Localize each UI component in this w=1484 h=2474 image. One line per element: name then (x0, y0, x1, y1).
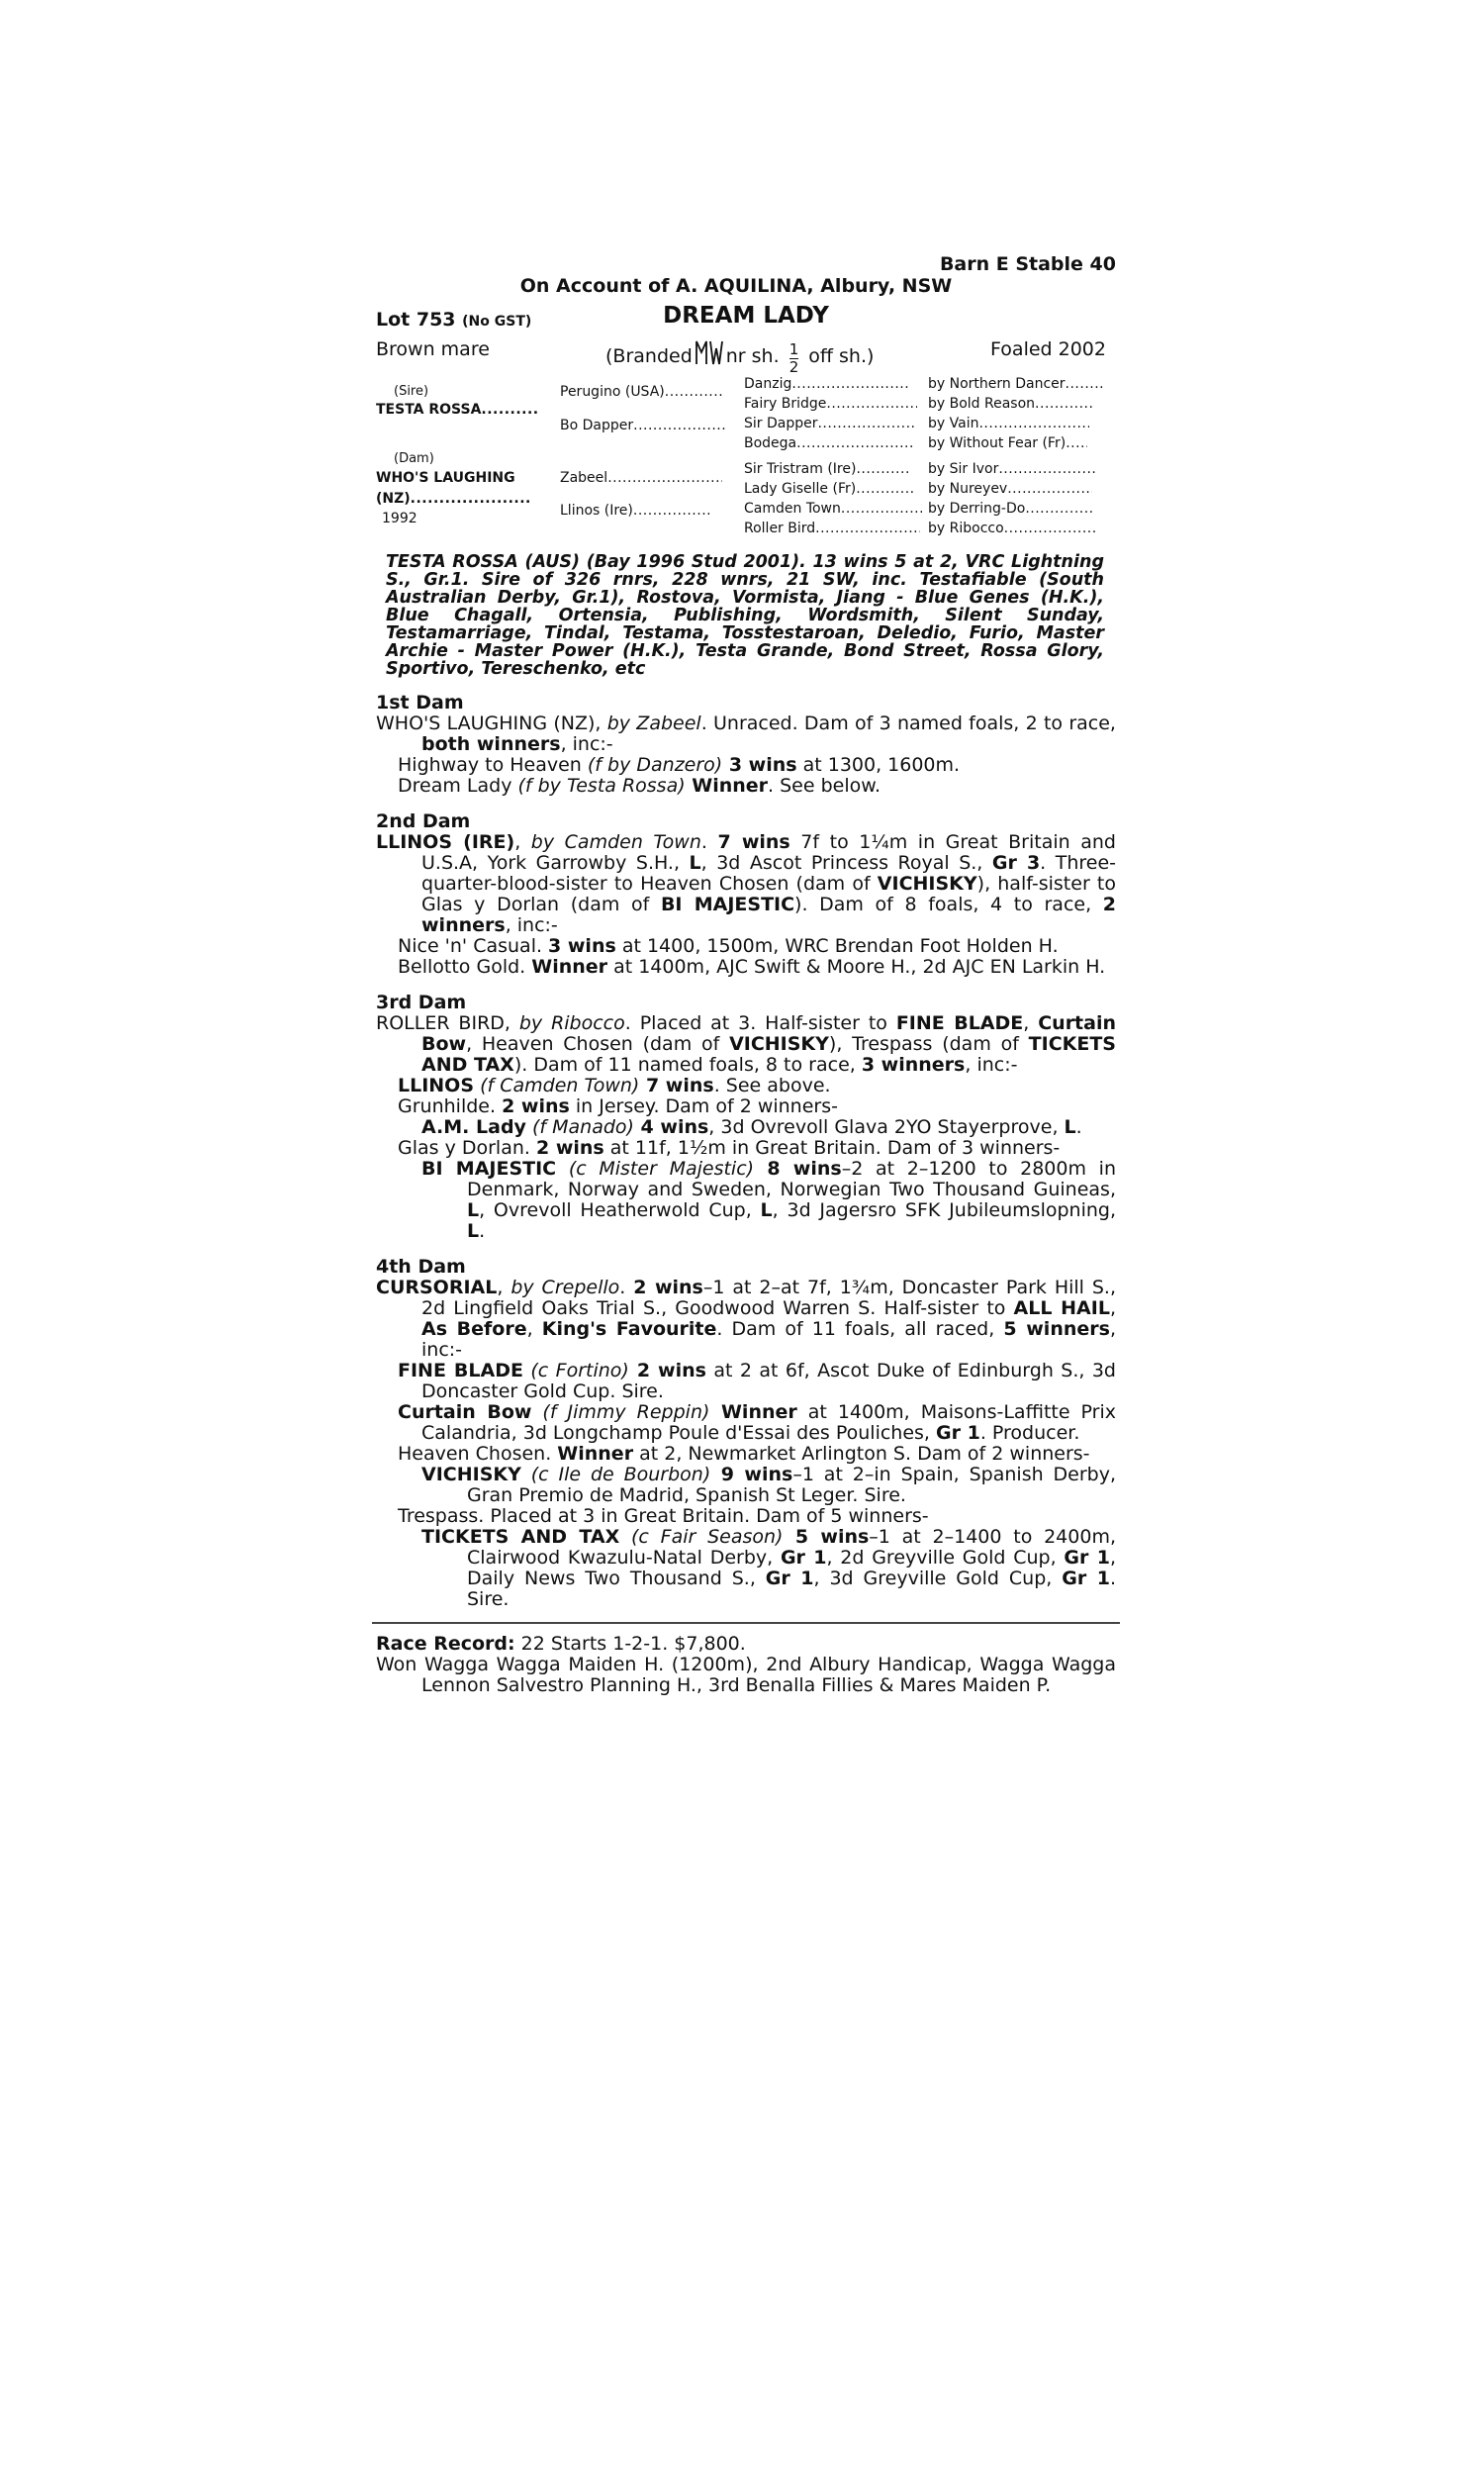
progeny-glas-y-dorlan: Glas y Dorlan. 2 wins at 11f, 1½m in Great Britain. Dam of 3 winners- (398, 1137, 1061, 1159)
second-dam-entry: LLINOS (IRE), by Camden Town. 7 wins 7f to 1¼m in Great Britain and U.S.A, York Garrowby S.H., L, 3d Ascot Princess Royal S., Gr 3. Three-quarter-blood-sister to Heaven Chosen (dam of VICHISKY), half-sister to Glas y Dorlan (dam of BI MAJESTIC). Dam of 8 foals, 4 to race, 2 winners, inc:- (376, 831, 1117, 936)
gen2-6: Lady Giselle (Fr)..... (744, 481, 915, 497)
race-record: Race Record: 22 Starts 1-2-1. $7,800. (376, 1633, 746, 1655)
gen3-4: by Without Fear (Fr)..... (928, 435, 1087, 451)
dam-label: (Dam) (394, 451, 434, 466)
gen2-5: Sir Tristram (Ire)..... (744, 461, 911, 477)
progeny-grunhilde: Grunhilde. 2 wins in Jersey. Dam of 2 winners- (398, 1095, 838, 1117)
gen3-7: by Derring-Do..... (928, 501, 1094, 517)
lot-number: Lot 753 (No GST) (376, 309, 532, 331)
progeny-highway-to-heaven: Highway to Heaven (f by Danzero) 3 wins at 1300, 1600m. (398, 754, 961, 776)
fourth-dam-entry: CURSORIAL, by Crepello. 2 wins–1 at 2–at 7f, 1¾m, Doncaster Park Hill S., 2d Lingfield Oaks Trial S., Goodwood Warren S. Half-sister to ALL HAIL, As Before, King's Favourite. Dam of 11 foals, all raced, 5 winners, inc:- (376, 1277, 1116, 1361)
brand-fraction: $\frac{1}{2}$ (788, 340, 799, 376)
gen2-1: Danzig..... (744, 376, 910, 392)
dam-foaled-year: 1992 (382, 511, 417, 526)
section-divider (372, 1622, 1120, 1624)
dam-name: WHO'S LAUGHING (376, 470, 515, 486)
gen3-5: by Sir Ivor..... (928, 461, 1095, 477)
no-gst-note: (No GST) (462, 314, 532, 330)
lot-row (376, 303, 1116, 331)
gen2-8: Roller Bird..... (744, 521, 920, 536)
third-dam-section (376, 992, 1116, 1242)
first-dam-section (376, 692, 1116, 797)
progeny-nice-n-casual: Nice 'n' Casual. 3 wins at 1400, 1500m, WRC Brendan Foot Holden H. (398, 935, 1059, 957)
progeny-trespass: Trespass. Placed at 3 in Great Britain. Dam of 5 winners- (398, 1505, 929, 1527)
grandsire-2: Bo Dapper..... (560, 418, 726, 433)
progeny-tickets-and-tax: TICKETS AND TAX (c Fair Season) 5 wins–1 at 2–1400 to 2400m, Clairwood Kwazulu-Natal Derby, Gr 1, 2d Greyville Gold Cup, Gr 1, Daily News Two Thousand S., Gr 1, 3d Greyville Gold Cup, Gr 1. Sire. (421, 1526, 1116, 1610)
sire-name: TESTA ROSSA..... (376, 402, 538, 418)
gen3-1: by Northern Dancer..... (928, 376, 1105, 392)
barn-stable: Barn E Stable 40 (939, 253, 1116, 275)
horse-info-row (376, 331, 1116, 376)
third-dam-entry: ROLLER BIRD, by Ribocco. Placed at 3. Half-sister to FINE BLADE, Curtain Bow, Heaven Chosen (dam of VICHISKY), Trespass (dam of TICKETS AND TAX). Dam of 11 named foals, 8 to race, 3 winners, inc:- (376, 1012, 1117, 1076)
progeny-curtain-bow: Curtain Bow (f Jimmy Reppin) Winner at 1400m, Maisons-Laffitte Prix Calandria, 3d Longchamp Poule d'Essai des Pouliches, Gr 1. Producer. (398, 1401, 1116, 1444)
grandsire-3: Zabeel..... (560, 470, 722, 486)
sire-label: (Sire) (394, 384, 429, 399)
progeny-vichisky: VICHISKY (c Ile de Bourbon) 9 wins–1 at 2–in Spain, Spanish Derby, Gran Premio de Madrid, Spanish St Leger. Sire. (421, 1464, 1116, 1506)
gen2-4: Bodega..... (744, 435, 913, 451)
gen3-8: by Ribocco..... (928, 521, 1097, 536)
brand-mark-icon (695, 338, 724, 366)
vendor-account: On Account of A. AQUILINA, Albury, NSW (519, 275, 953, 297)
gen2-3: Sir Dapper..... (744, 416, 914, 431)
progeny-bi-majestic: BI MAJESTIC (c Mister Majestic) 8 wins–2 at 2–1200 to 2800m in Denmark, Norway and Sweden, Norwegian Two Thousand Guineas, L, Ovrevoll Heatherwold Cup, L, 3d Jagersro SFK Jubileumslopning, L. (421, 1158, 1116, 1242)
fourth-dam-heading: 4th Dam (376, 1256, 466, 1278)
progeny-heaven-chosen: Heaven Chosen. Winner at 2, Newmarket Arlington S. Dam of 2 winners- (398, 1443, 1090, 1465)
horse-sex: Brown mare (376, 338, 490, 360)
brand-description: (Branded nr sh. $\frac{1}{2}$ off sh.) (605, 340, 875, 376)
third-dam-heading: 3rd Dam (376, 992, 467, 1013)
gen2-7: Camden Town..... (744, 501, 922, 517)
progeny-dream-lady: Dream Lady (f by Testa Rossa) Winner. See below. (398, 775, 881, 797)
dam-name-suffix: (NZ)..... (376, 491, 531, 507)
gen3-3: by Vain..... (928, 416, 1089, 431)
grandsire-1: Perugino (USA)..... (560, 384, 722, 400)
first-dam-entry: WHO'S LAUGHING (NZ), by Zabeel. Unraced. Dam of 3 named foals, 2 to race, both winners, inc:- (376, 713, 1116, 755)
fourth-dam-section (376, 1256, 1116, 1610)
pedigree-table (376, 372, 1116, 535)
race-wins: Won Wagga Wagga Maiden H. (1200m), 2nd Albury Handicap, Wagga Wagga Lennon Salvestro Planning H., 3rd Benalla Fillies & Mares Maiden P. (376, 1654, 1116, 1696)
gen3-6: by Nureyev..... (928, 481, 1092, 497)
gen2-2: Fairy Bridge..... (744, 396, 917, 412)
race-record-section (376, 1634, 1116, 1696)
sire-summary: TESTA ROSSA (AUS) (Bay 1996 Stud 2001). 13 wins 5 at 2, VRC Lightning S., Gr.1. Sire of 326 rnrs, 228 wnrs, 21 SW, inc. Testafiable (South Australian Derby, Gr.1), Rostova, Vormista, Jiang - Blue Genes (H.K.), Blue Chagall, Ortensia, Publishing, Wordsmith, Silent Sunday, Testamarriage, Tindal, Testama, Tosstestaroan, Deledio, Furio, Master Archie - Master Power (H.K.), Testa Grande, Bond Street, Rossa Glory, Sportivo, Tereschenko, etc (386, 552, 1104, 679)
progeny-llinos: LLINOS (f Camden Town) 7 wins. See above. (398, 1075, 831, 1096)
progeny-am-lady: A.M. Lady (f Manado) 4 wins, 3d Ovrevoll Glava 2YO Stayerprove, L. (421, 1116, 1082, 1138)
grandsire-4: Llinos (Ire)..... (560, 503, 712, 519)
gen3-2: by Bold Reason..... (928, 396, 1092, 412)
progeny-bellotto-gold: Bellotto Gold. Winner at 1400m, AJC Swift & Moore H., 2d AJC EN Larkin H. (398, 956, 1106, 978)
first-dam-heading: 1st Dam (376, 692, 464, 714)
foaled-year: Foaled 2002 (990, 338, 1106, 360)
catalogue-page (376, 253, 1116, 1696)
progeny-fine-blade: FINE BLADE (c Fortino) 2 wins at 2 at 6f, Ascot Duke of Edinburgh S., 3d Doncaster Gold Cup. Sire. (398, 1360, 1116, 1402)
second-dam-section (376, 810, 1116, 978)
horse-name: DREAM LADY (663, 303, 829, 329)
second-dam-heading: 2nd Dam (376, 810, 471, 832)
